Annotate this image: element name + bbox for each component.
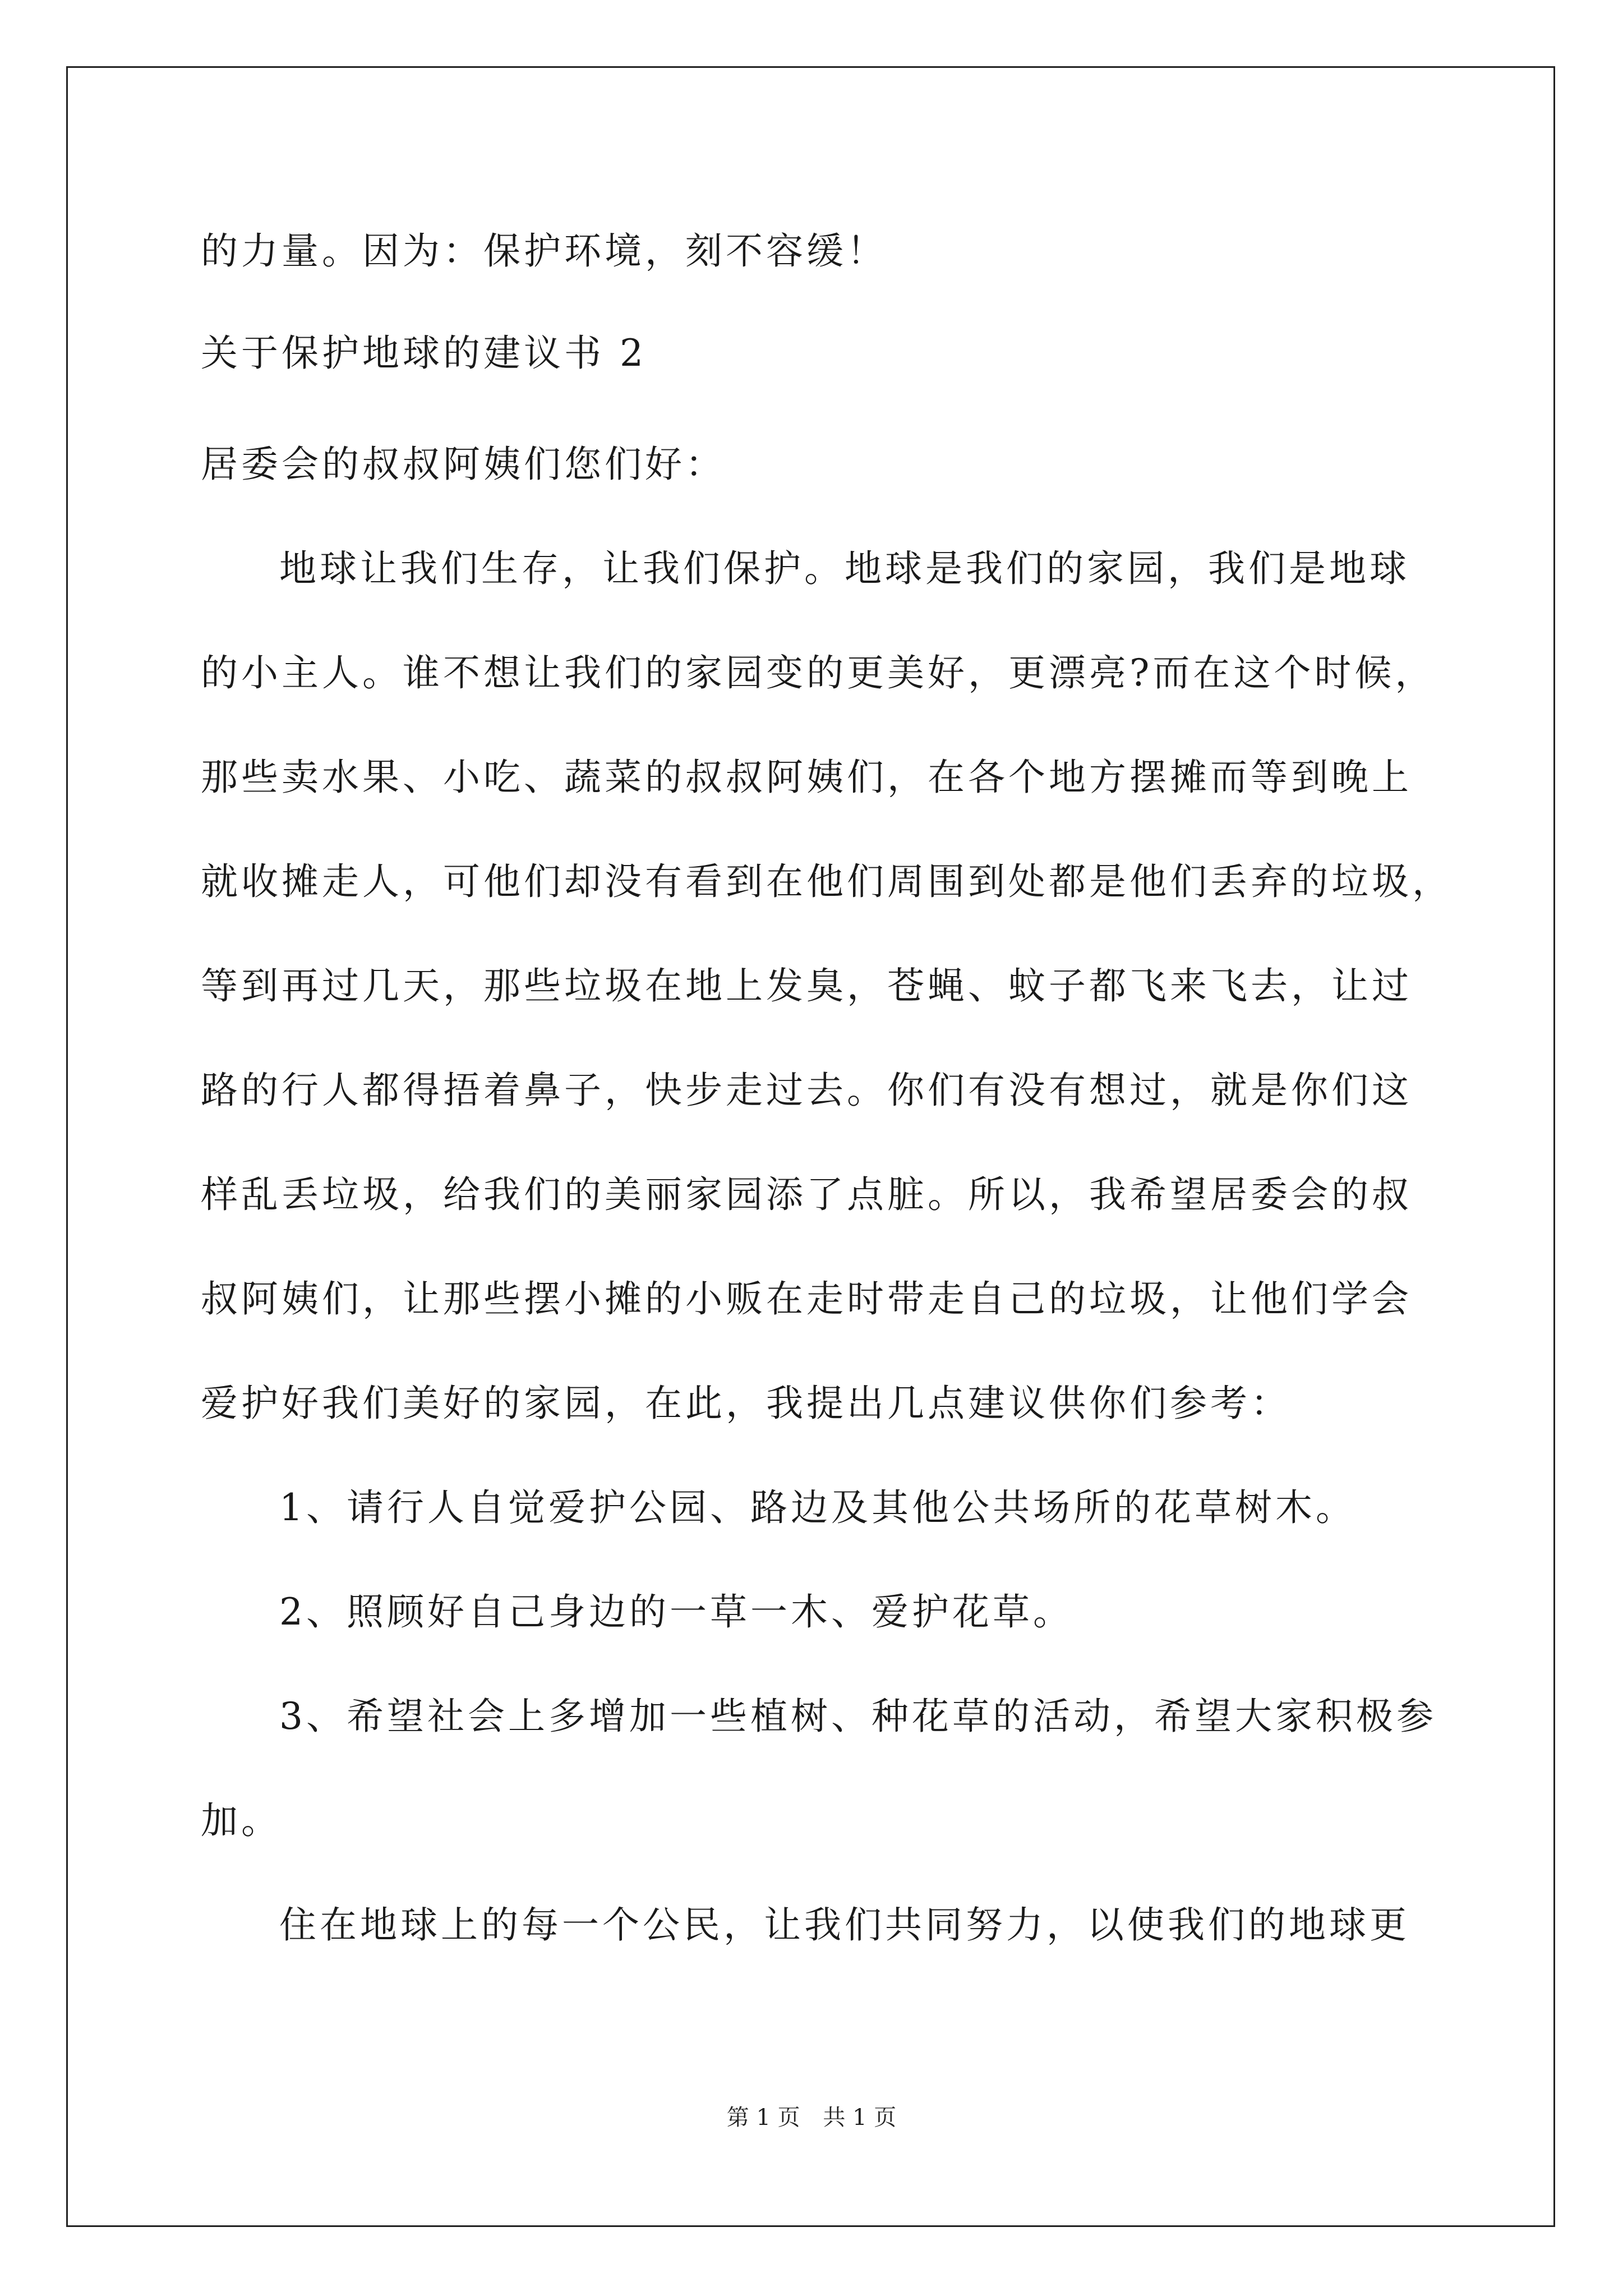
paragraph-line: 的小主人。谁不想让我们的家园变的更美好，更漂亮?而在这个时候， [201, 651, 1436, 694]
paragraph-line: 那些卖水果、小吃、蔬菜的叔叔阿姨们，在各个地方摆摊而等到晚上 [201, 756, 1412, 799]
paragraph-line: 爱护好我们美好的家园，在此，我提出几点建议供你们参考： [201, 1382, 1291, 1425]
list-item: 2、照顾好自己身边的一草一木、爱护花草。 [279, 1590, 1073, 1634]
paragraph-line: 叔阿姨们，让那些摆小摊的小贩在走时带走自己的垃圾，让他们学会 [201, 1277, 1412, 1320]
paragraph-line: 就收摊走人，可他们却没有看到在他们周围到处都是他们丢弃的垃圾， [201, 860, 1453, 903]
paragraph-line: 样乱丢垃圾，给我们的美丽家园添了点脏。所以，我希望居委会的叔 [201, 1173, 1412, 1216]
paragraph-line: 的力量。因为：保护环境，刻不容缓！ [201, 229, 887, 273]
page-number: 第 1 页 [726, 2105, 800, 2131]
list-item: 1、请行人自觉爱护公园、路边及其他公共场所的花草树木。 [279, 1486, 1356, 1529]
page-footer [0, 2104, 1623, 2132]
paragraph-line: 地球让我们生存，让我们保护。地球是我们的家园，我们是地球 [279, 547, 1410, 590]
paragraph-line: 路的行人都得捂着鼻子，快步走过去。你们有没有想过，就是你们这 [201, 1069, 1412, 1112]
paragraph-line: 等到再过几天，那些垃圾在地上发臭，苍蝇、蚊子都飞来飞去，让过 [201, 964, 1412, 1007]
list-item: 3、希望社会上多增加一些植树、种花草的活动，希望大家积极参 [279, 1695, 1437, 1738]
paragraph-line: 住在地球上的每一个公民，让我们共同努力，以使我们的地球更 [279, 1903, 1410, 1947]
salutation: 居委会的叔叔阿姨们您们好： [201, 443, 726, 486]
page-total: 共 1 页 [823, 2105, 897, 2131]
section-heading: 关于保护地球的建议书 2 [201, 332, 647, 375]
paragraph-line: 加。 [201, 1799, 282, 1842]
